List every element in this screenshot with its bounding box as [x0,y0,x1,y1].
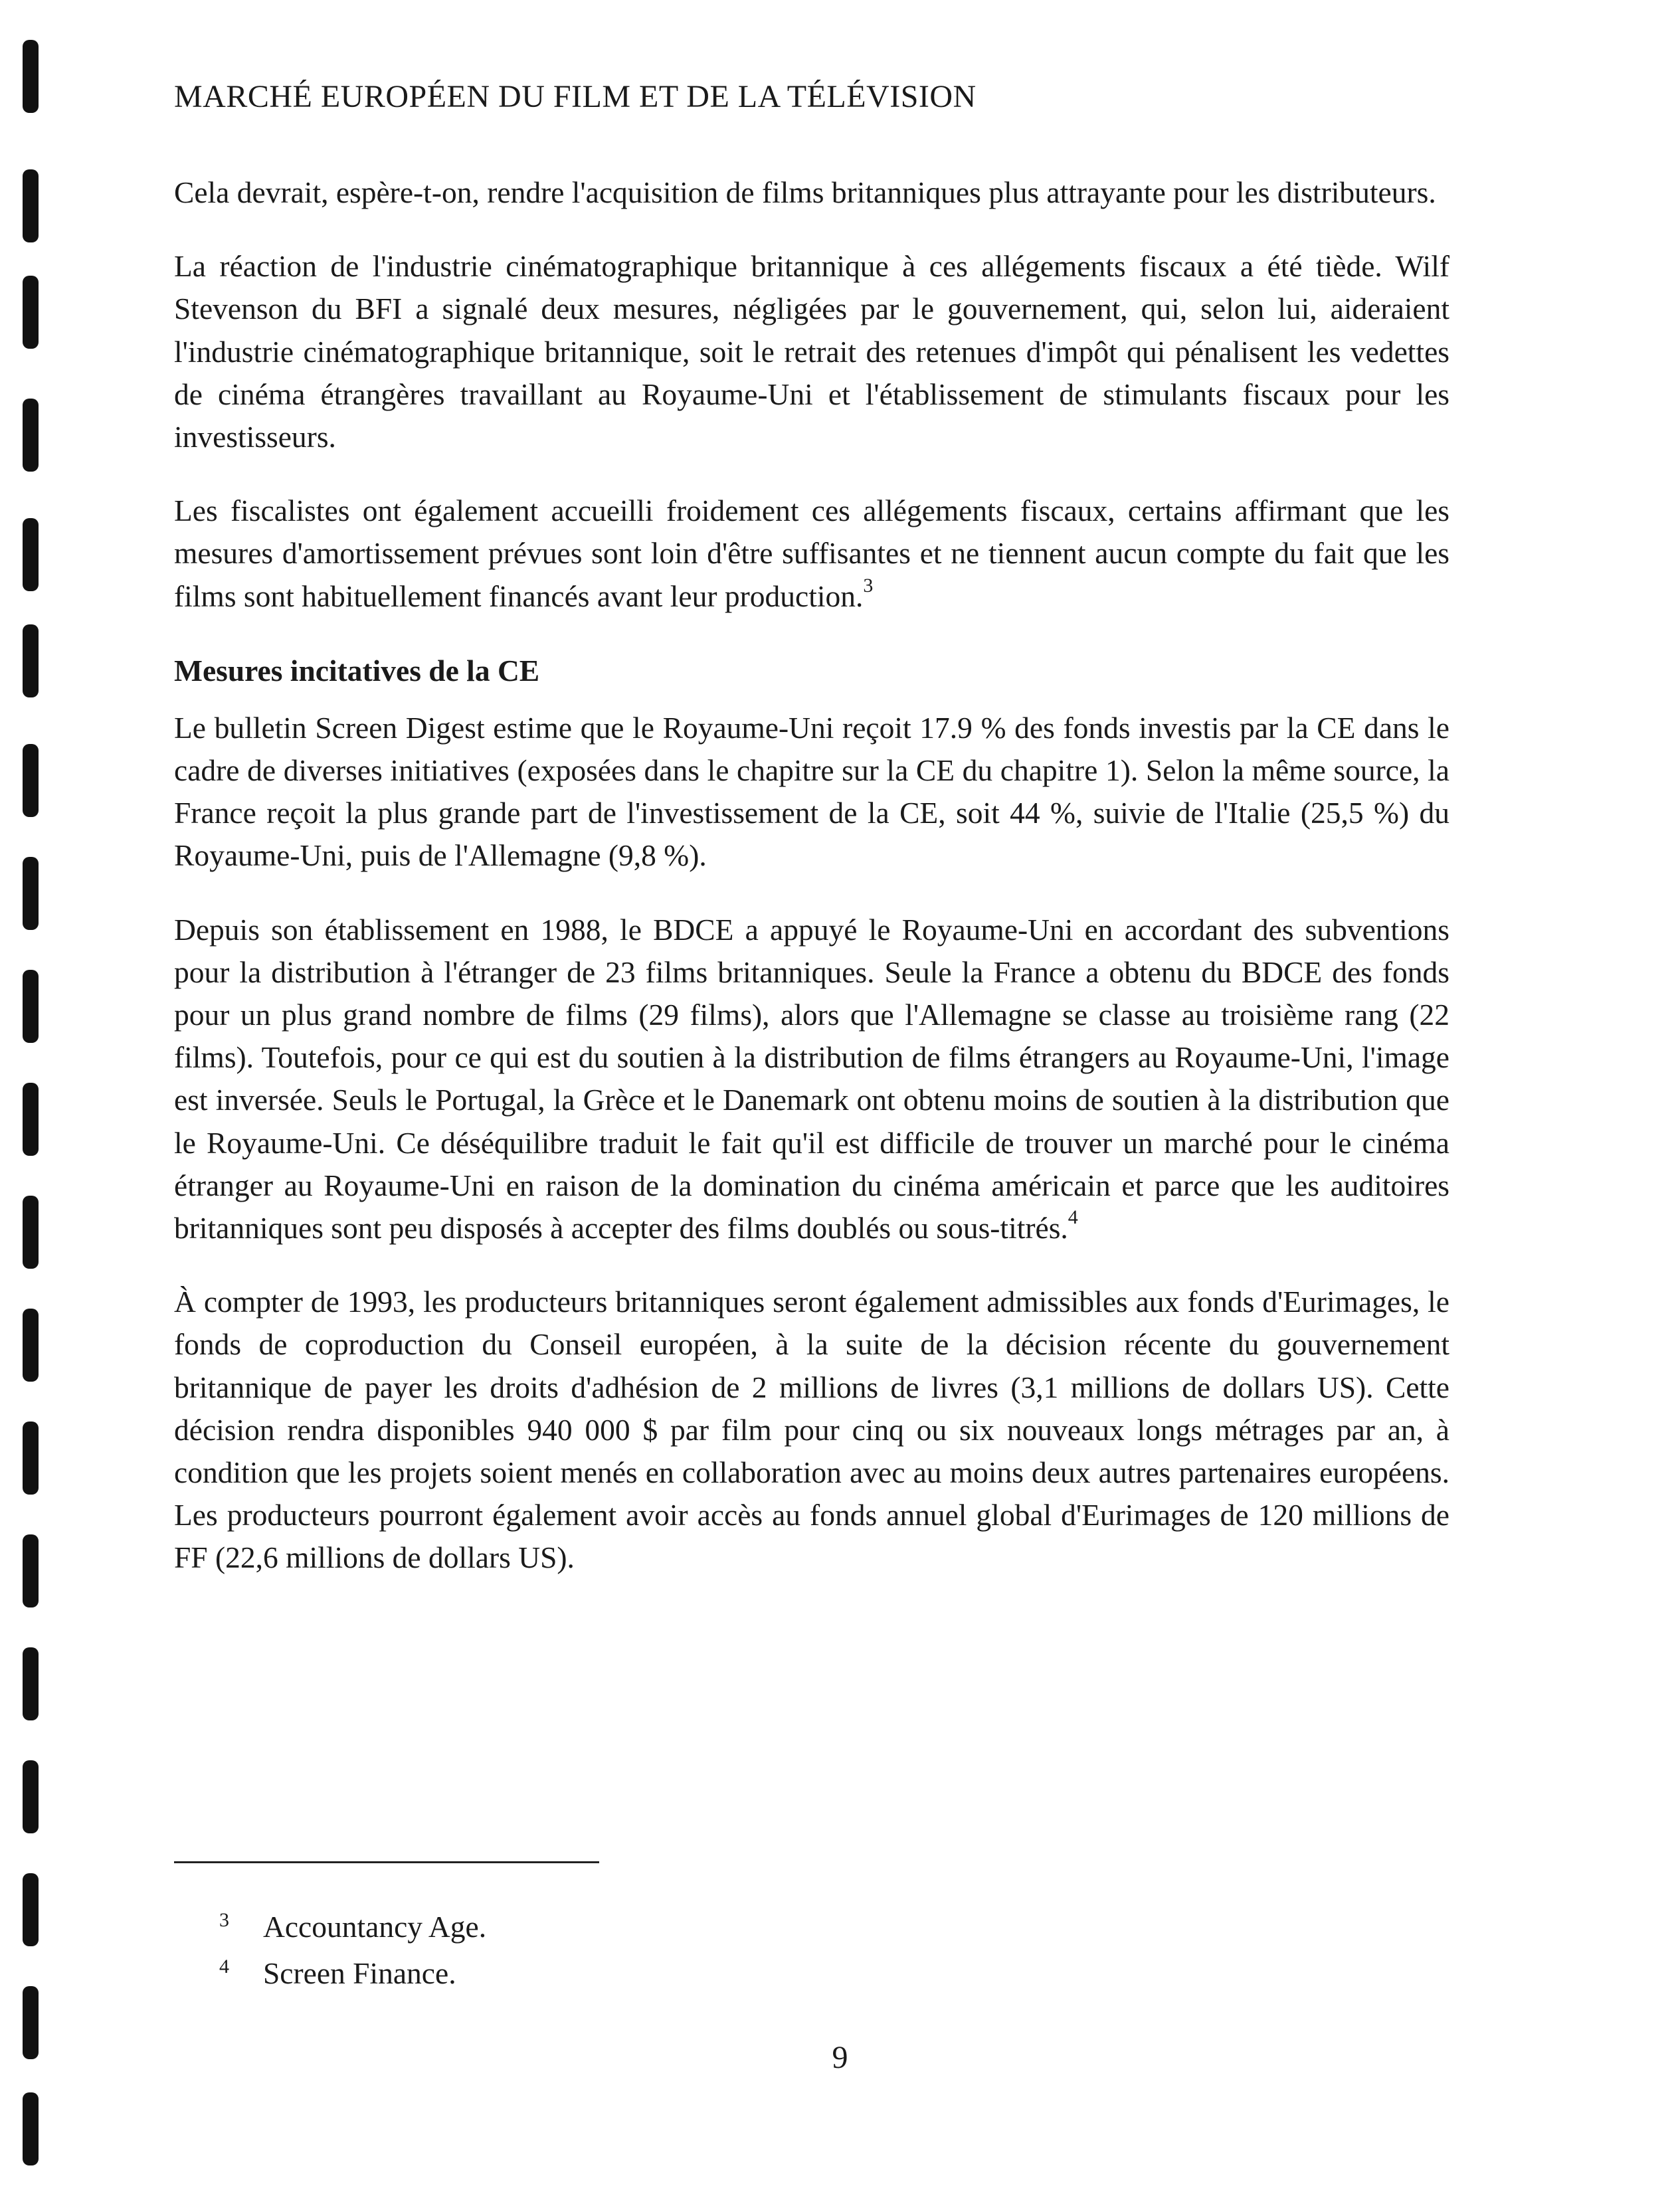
binding-hole [23,1760,39,1833]
binding-hole [23,1196,39,1269]
paragraph-text: À compter de 1993, les producteurs britanniques seront également admissibles aux fonds d'Eurimages, le fonds de coproduction du Conseil européen, à la suite de la décision récente du gouvernement britannique de payer les droits d'adhésion de 2 millions de livres (3,1 millions de dollars US). Cette décision rendra disponibles 940 000 $ par film pour cinq ou six nouveaux longs métrages par an, à condition que les projets soient menés en collaboration avec au moins deux autres partenaires européens. Les producteurs pourront également avoir accès au fonds annuel global d'Eurimages de 120 millions de FF (22,6 millions de dollars US). [174,1285,1449,1575]
paragraph-text: Les fiscalistes ont également accueilli froidement ces allégements fiscaux, certains affirmant que les mesures d'amortissement prévues sont loin d'être suffisantes et ne tiennent aucun compte du fait que les films sont habituellement financés avant leur production. [174,494,1449,613]
binding-holes [19,40,45,2179]
footnote-reference: 3 [863,574,874,597]
binding-hole [23,1422,39,1495]
binding-hole [23,1083,39,1156]
footnote-number: 4 [219,1956,229,1977]
paragraph-text: Depuis son établissement en 1988, le BDCE a appuyé le Royaume-Uni en accordant des subventions pour la distribution à l'étranger de 23 films britanniques. Seule la France a obtenu du BDCE des fonds pour un plus grand nombre de films (29 films), alors que l'Allemagne se classe au troisième rang (22 films). Toutefois, pour ce qui est du soutien à la distribution de films étrangers au Royaume-Uni, l'image est inversée. Seuls le Portugal, la Grèce et le Danemark ont obtenu moins de soutien à la distribution que le Royaume-Uni. Ce déséquilibre traduit le fait qu'il est difficile de trouver un marché pour le cinéma étranger au Royaume-Uni en raison de la domination du cinéma américain et parce que les auditoires britanniques sont peu disposés à accepter des films doublés ou sous-titrés. [174,912,1449,1245]
binding-hole [23,1309,39,1382]
running-header: MARCHÉ EUROPÉEN DU FILM ET DE LA TÉLÉVISION [174,79,977,114]
footnote-number: 3 [219,1909,229,1931]
paragraph-text: La réaction de l'industrie cinématographique britannique à ces allégements fiscaux a été tiède. Wilf Stevenson du BFI a signalé deux mesures, négligées par le gouvernement, qui, selon lui, aideraient l'industrie cinématographique britannique, soit le retrait des retenues d'impôt qui pénalisent les vedettes de cinéma étrangères travaillant au Royaume-Uni et l'établissement de stimulants fiscaux pour les investisseurs. [174,249,1449,454]
footnote-reference: 4 [1068,1206,1078,1229]
paragraph-text: Cela devrait, espère-t-on, rendre l'acquisition de films britanniques plus attrayante pour les distributeurs. [174,175,1436,209]
section-heading: Mesures incitatives de la CE [174,653,540,688]
binding-hole [23,1873,39,1946]
paragraph [174,1281,1449,1579]
footnote-divider [174,1861,599,1863]
page-body [174,171,1449,1611]
page-number: 9 [832,2040,848,2075]
paragraph [174,171,1449,214]
paragraph [174,909,1449,1250]
paragraph-text: Le bulletin Screen Digest estime que le Royaume-Uni reçoit 17.9 % des fonds investis par la CE dans le cadre de diverses initiatives (exposées dans le chapitre sur la CE du chapitre 1). Selon la même source, la France reçoit la plus grande part de l'investissement de la CE, soit 44 %, suivie de l'Italie (25,5 %) du Royaume-Uni, puis de l'Allemagne (9,8 %). [174,710,1449,873]
binding-hole [23,169,39,242]
paragraph [174,245,1449,458]
paragraph [174,490,1449,618]
binding-hole [23,624,39,697]
binding-hole [23,1647,39,1720]
binding-hole [23,970,39,1043]
footnote-text: Accountancy Age. [263,1910,487,1944]
binding-hole [23,399,39,472]
binding-hole [23,1534,39,1608]
binding-hole [23,276,39,349]
binding-hole [23,40,39,113]
paragraph [174,707,1449,877]
binding-hole [23,744,39,817]
binding-hole [23,518,39,591]
footnote-text: Screen Finance. [263,1956,456,1990]
binding-hole [23,857,39,930]
binding-hole [23,2092,39,2165]
